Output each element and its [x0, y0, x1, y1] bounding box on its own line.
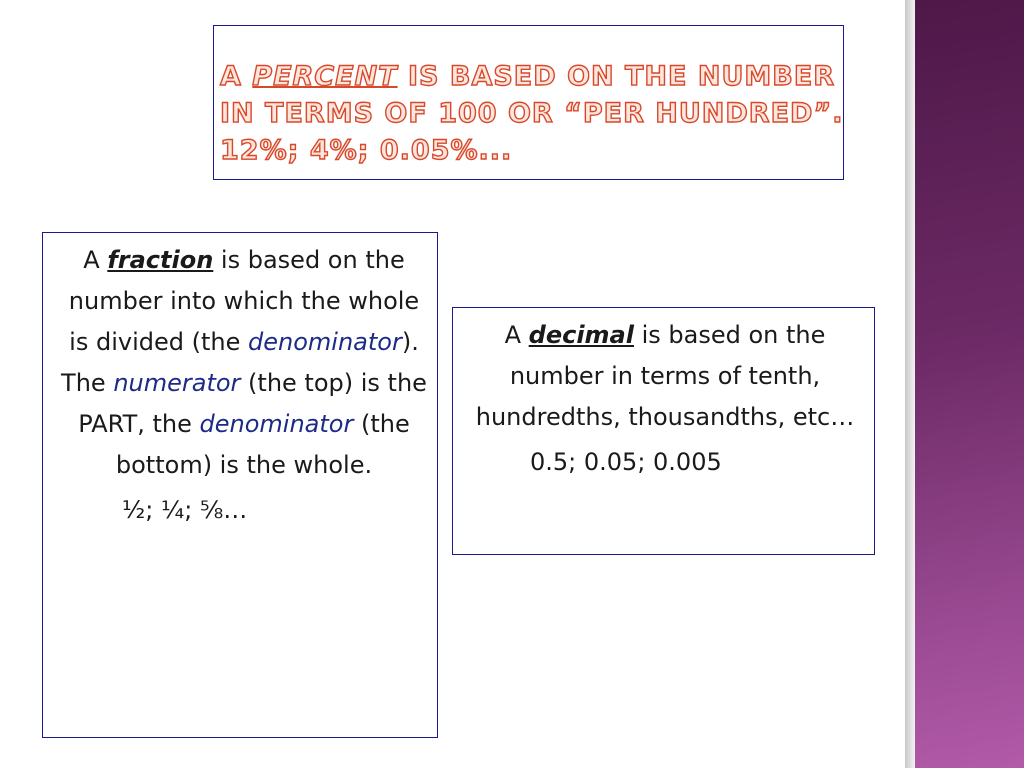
title-line-1	[220, 58, 860, 95]
fraction-p2-mid: (the top) is the PART, the	[78, 369, 427, 438]
fraction-p1-post: is based on the number into which the whole is divided (the	[68, 246, 420, 356]
fraction-examples: ½; ¼; ⅝…	[122, 496, 248, 524]
numerator-definition	[60, 363, 428, 486]
title-line1-pre: A	[220, 61, 253, 92]
decimal-p1-post: is based on the number in terms of tenth, hundredths, thousandths, etc…	[475, 321, 855, 431]
fraction-p2-end: (the bottom) is the whole.	[115, 410, 410, 479]
decimal-p1-pre: A	[504, 321, 529, 349]
title-line1-post: IS BASED ON THE NUMBER	[397, 61, 836, 92]
term-decimal: decimal	[528, 321, 634, 349]
term-fraction: fraction	[107, 246, 214, 274]
fraction-text	[60, 240, 428, 531]
fraction-p2-pre: The	[61, 369, 114, 397]
decorative-sidebar	[915, 0, 1024, 768]
fraction-p1-end: ).	[401, 328, 419, 356]
decimal-definition	[462, 315, 868, 438]
decimal-examples: 0.5; 0.05; 0.005	[530, 448, 722, 476]
term-denominator-2: denominator	[199, 410, 354, 438]
term-numerator: numerator	[113, 369, 241, 397]
fraction-p1-pre: A	[83, 246, 108, 274]
slide-title	[220, 58, 860, 169]
fraction-definition	[60, 240, 428, 363]
term-denominator-1: denominator	[248, 328, 402, 356]
sidebar-stripe	[905, 0, 915, 768]
title-line-2: IN TERMS OF 100 OR “PER HUNDRED”.	[220, 98, 844, 129]
title-line-3: 12%; 4%; 0.05%...	[220, 135, 513, 166]
decimal-text	[462, 315, 868, 483]
title-term-percent: PERCENT	[252, 61, 398, 92]
